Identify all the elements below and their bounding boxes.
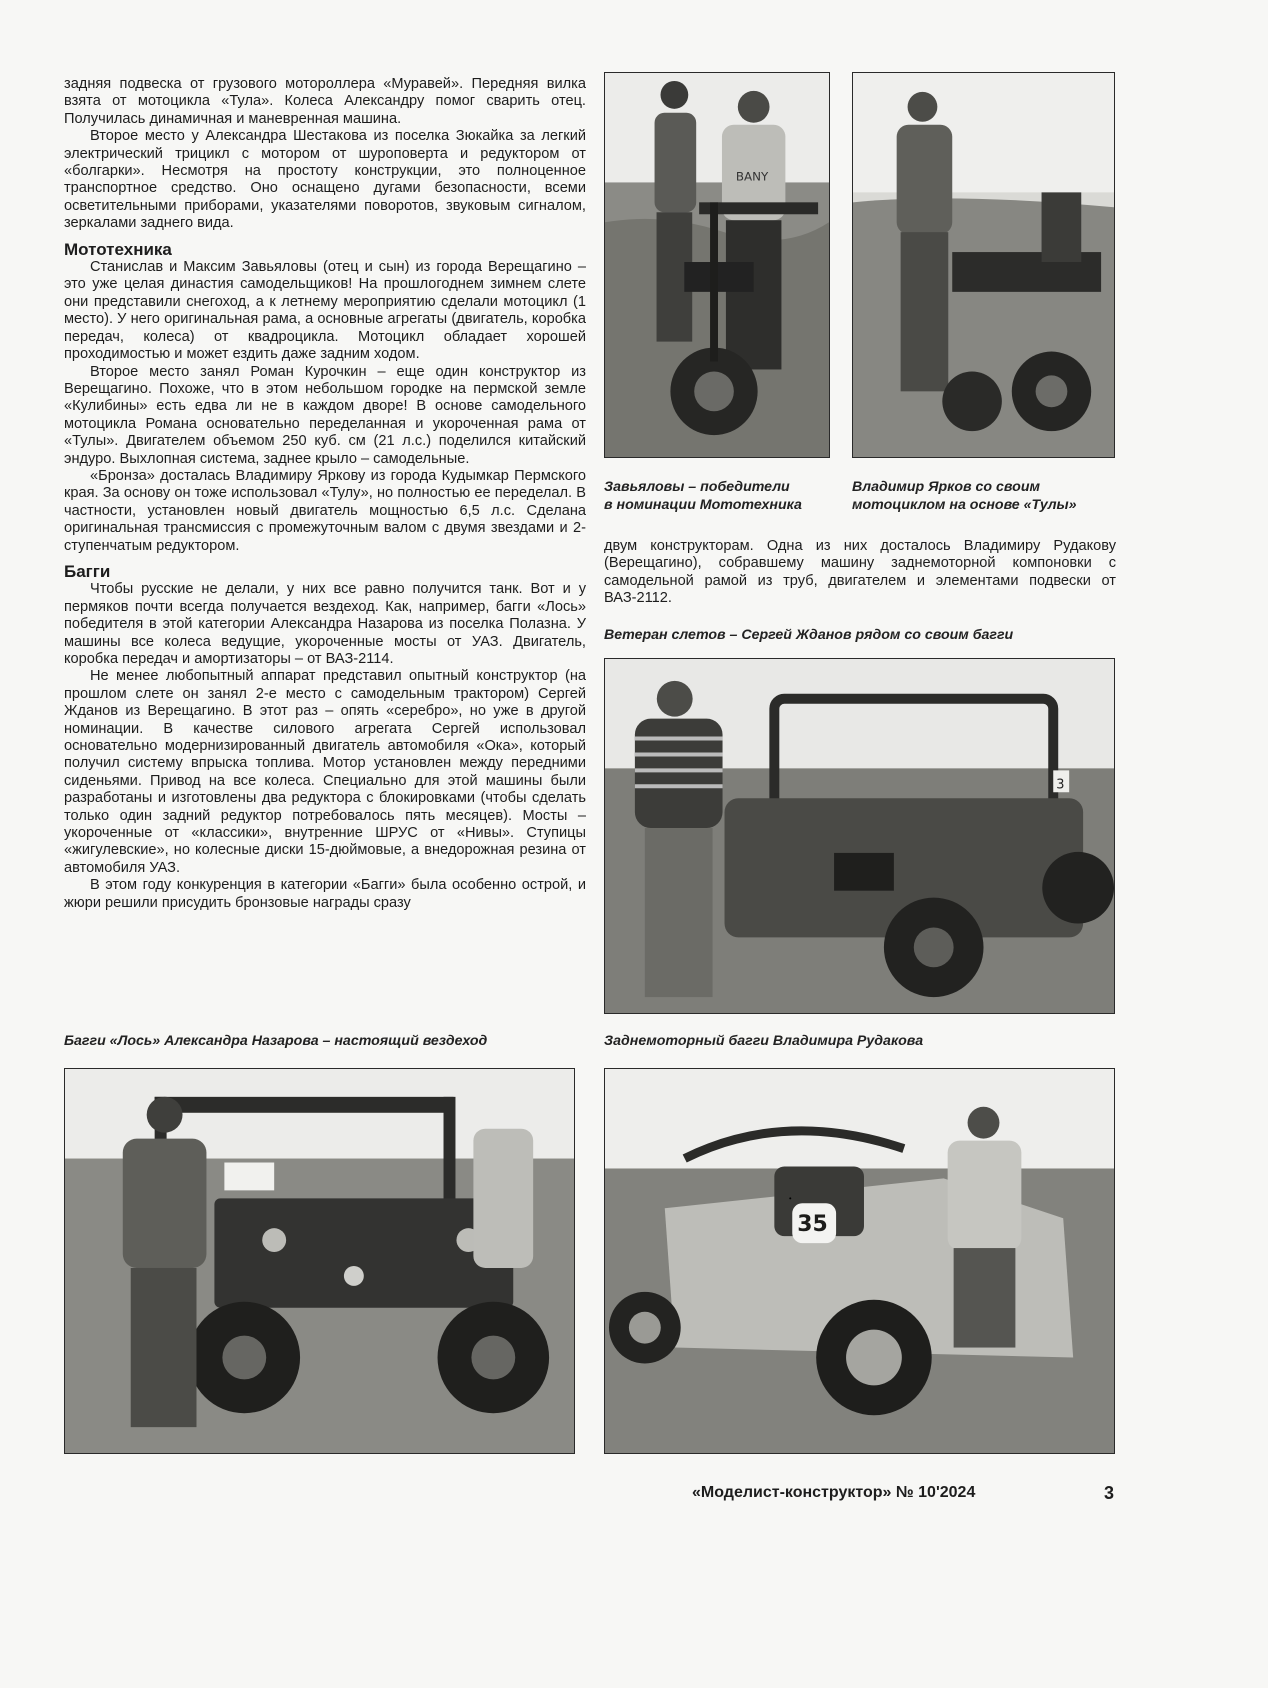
photo-number-rudakov: 35 <box>797 1212 828 1238</box>
photo-nazarov-buggy <box>64 1068 575 1454</box>
section-heading-buggy: Багги <box>64 561 111 581</box>
intro-paragraph-1: задняя подвеска от грузового мотороллера «Муравей». Передняя вилка взята от мотоцикла «Тула». Колеса Александру помог сварить отец. Получилась динамичная и маневренная машина. <box>64 76 586 127</box>
buggy-paragraph-3: В этом году конкуренция в категории «Багги» была особенно острой, и жюри решили присудить бронзовые награды сразу <box>64 877 586 911</box>
section-heading-moto: Мототехника <box>64 239 172 259</box>
caption-rudakov: Заднемоторный багги Владимира Рудакова <box>604 1033 924 1049</box>
caption-yarkov-line-2: мотоциклом на основе «Тулы» <box>852 497 1077 513</box>
buggy-paragraph-1: Чтобы русские не делали, у них все равно получится танк. Вот и у пермяков почти всегда получается вездеход. Как, например, багги «Лось» победителя в этой категории Александра Назарова из поселка Полазна. У машины все колеса ведущие, укороченные мосты от УАЗ. Двигатель, коробка передач и амортизаторы – от ВАЗ-2114. <box>64 581 586 667</box>
photo-rudakov-buggy <box>604 1068 1115 1454</box>
moto-paragraph-2: Второе место занял Роман Курочкин – еще один конструктор из Верещагино. Похоже, что в этом небольшом городке на пермской земле «Кулибины» есть едва ли не в каждом дворе! В основе самодельного мотоцикла Романа основательно переделанная и укороченная рама от «Тулы». Двигателем объемом 250 куб. см (21 л.с.) поделился китайский эндуро. Выхлопная система, заднее крыло – самодельные. <box>64 363 586 467</box>
photo-zhdanov-buggy <box>604 658 1115 1014</box>
caption-zavyalovs-line-2: в номинации Мототехника <box>604 497 802 513</box>
caption-zhdanov: Ветеран слетов – Сергей Жданов рядом со своим багги <box>604 627 1014 643</box>
caption-zavyalovs <box>604 478 844 514</box>
left-column-text <box>64 76 586 912</box>
page-number: 3 <box>1104 1483 1115 1503</box>
moto-paragraph-1: Станислав и Максим Завьяловы (отец и сын) из города Верещагино – это уже целая династия самодельщиков! На прошлогоднем зимнем слете они представили снегоход, а к летнему мероприятию сделали мотоцикл (1 место). У него оригинальная рама, а основные агрегаты (двигатель, коробка передач, колеса) от квадроцикла. Мотоцикл обладает хорошей проходимостью и может ездить даже задним ходом. <box>64 259 586 363</box>
photo-yarkov-motorcycle <box>852 72 1115 458</box>
caption-yarkov <box>852 478 1122 514</box>
buggy-paragraph-2: Не менее любопытный аппарат представил опытный конструктор (на прошлом слете он занял 2-е место с самодельным трактором) Сергей Жданов из Верещагино. В этот раз – опять «серебро», но уже в другой номинации. В качестве силового агрегата Сергей использовал основательно модернизированный двигатель автомобиля «Ока», который получил систему впрыска топлива. Мотор установлен между передними сиденьями. Привод на все колеса. Специально для этой машины были разработаны и изготовлены два редуктора с блокировками (чтобы сделать только один задний редуктор потребовалось пять месяцев). Мосты – укороченные от «классики», внутренние ШРУС от «Нивы». Ступицы «жигулевские», но колесные диски 15-дюймовые, а внедорожная резина от автомобиля УАЗ. <box>64 668 586 876</box>
right-column-text <box>604 538 1116 608</box>
photo-zavyalovs-motorcycle <box>604 72 830 458</box>
caption-yarkov-line-1: Владимир Ярков со своим <box>852 479 1040 495</box>
photo-number-zhdanov: 3 <box>1056 777 1065 793</box>
caption-zavyalovs-line-1: Завьяловы – победители <box>604 479 790 495</box>
right-continuation-paragraph: двум конструкторам. Одна из них досталось Владимиру Рудакову (Верещагино), собравшему машину заднемоторной компоновки с самодельной рамой из труб, двигателем и элементами подвески от ВАЗ-2112. <box>604 538 1116 607</box>
footer-magazine-title: «Моделист-конструктор» № 10'2024 <box>692 1484 976 1501</box>
caption-nazarov: Багги «Лось» Александра Назарова – настоящий вездеход <box>64 1033 488 1049</box>
photo-shirt-text: BANY <box>735 169 769 184</box>
intro-paragraph-2: Второе место у Александра Шестакова из поселка Зюкайка за легкий электрический трицикл с мотором от шуроповерта и редуктором от «болгарки». Несмотря на простоту конструкции, это полноценное транспортное средство. Оно оснащено дугами безопасности, всеми осветительными приборами, указателями поворотов, звуковым сигналом, зеркалами заднего вида. <box>64 128 586 232</box>
moto-paragraph-3: «Бронза» досталась Владимиру Яркову из города Кудымкар Пермского края. За основу он тоже использовал «Тулу», но полностью ее переделал. В частности, установлен новый двигатель мощностью 6,5 л.с. Сделана оригинальная трансмиссия с промежуточным валом с двумя звездами и 2-ступенчатым редуктором. <box>64 467 586 554</box>
